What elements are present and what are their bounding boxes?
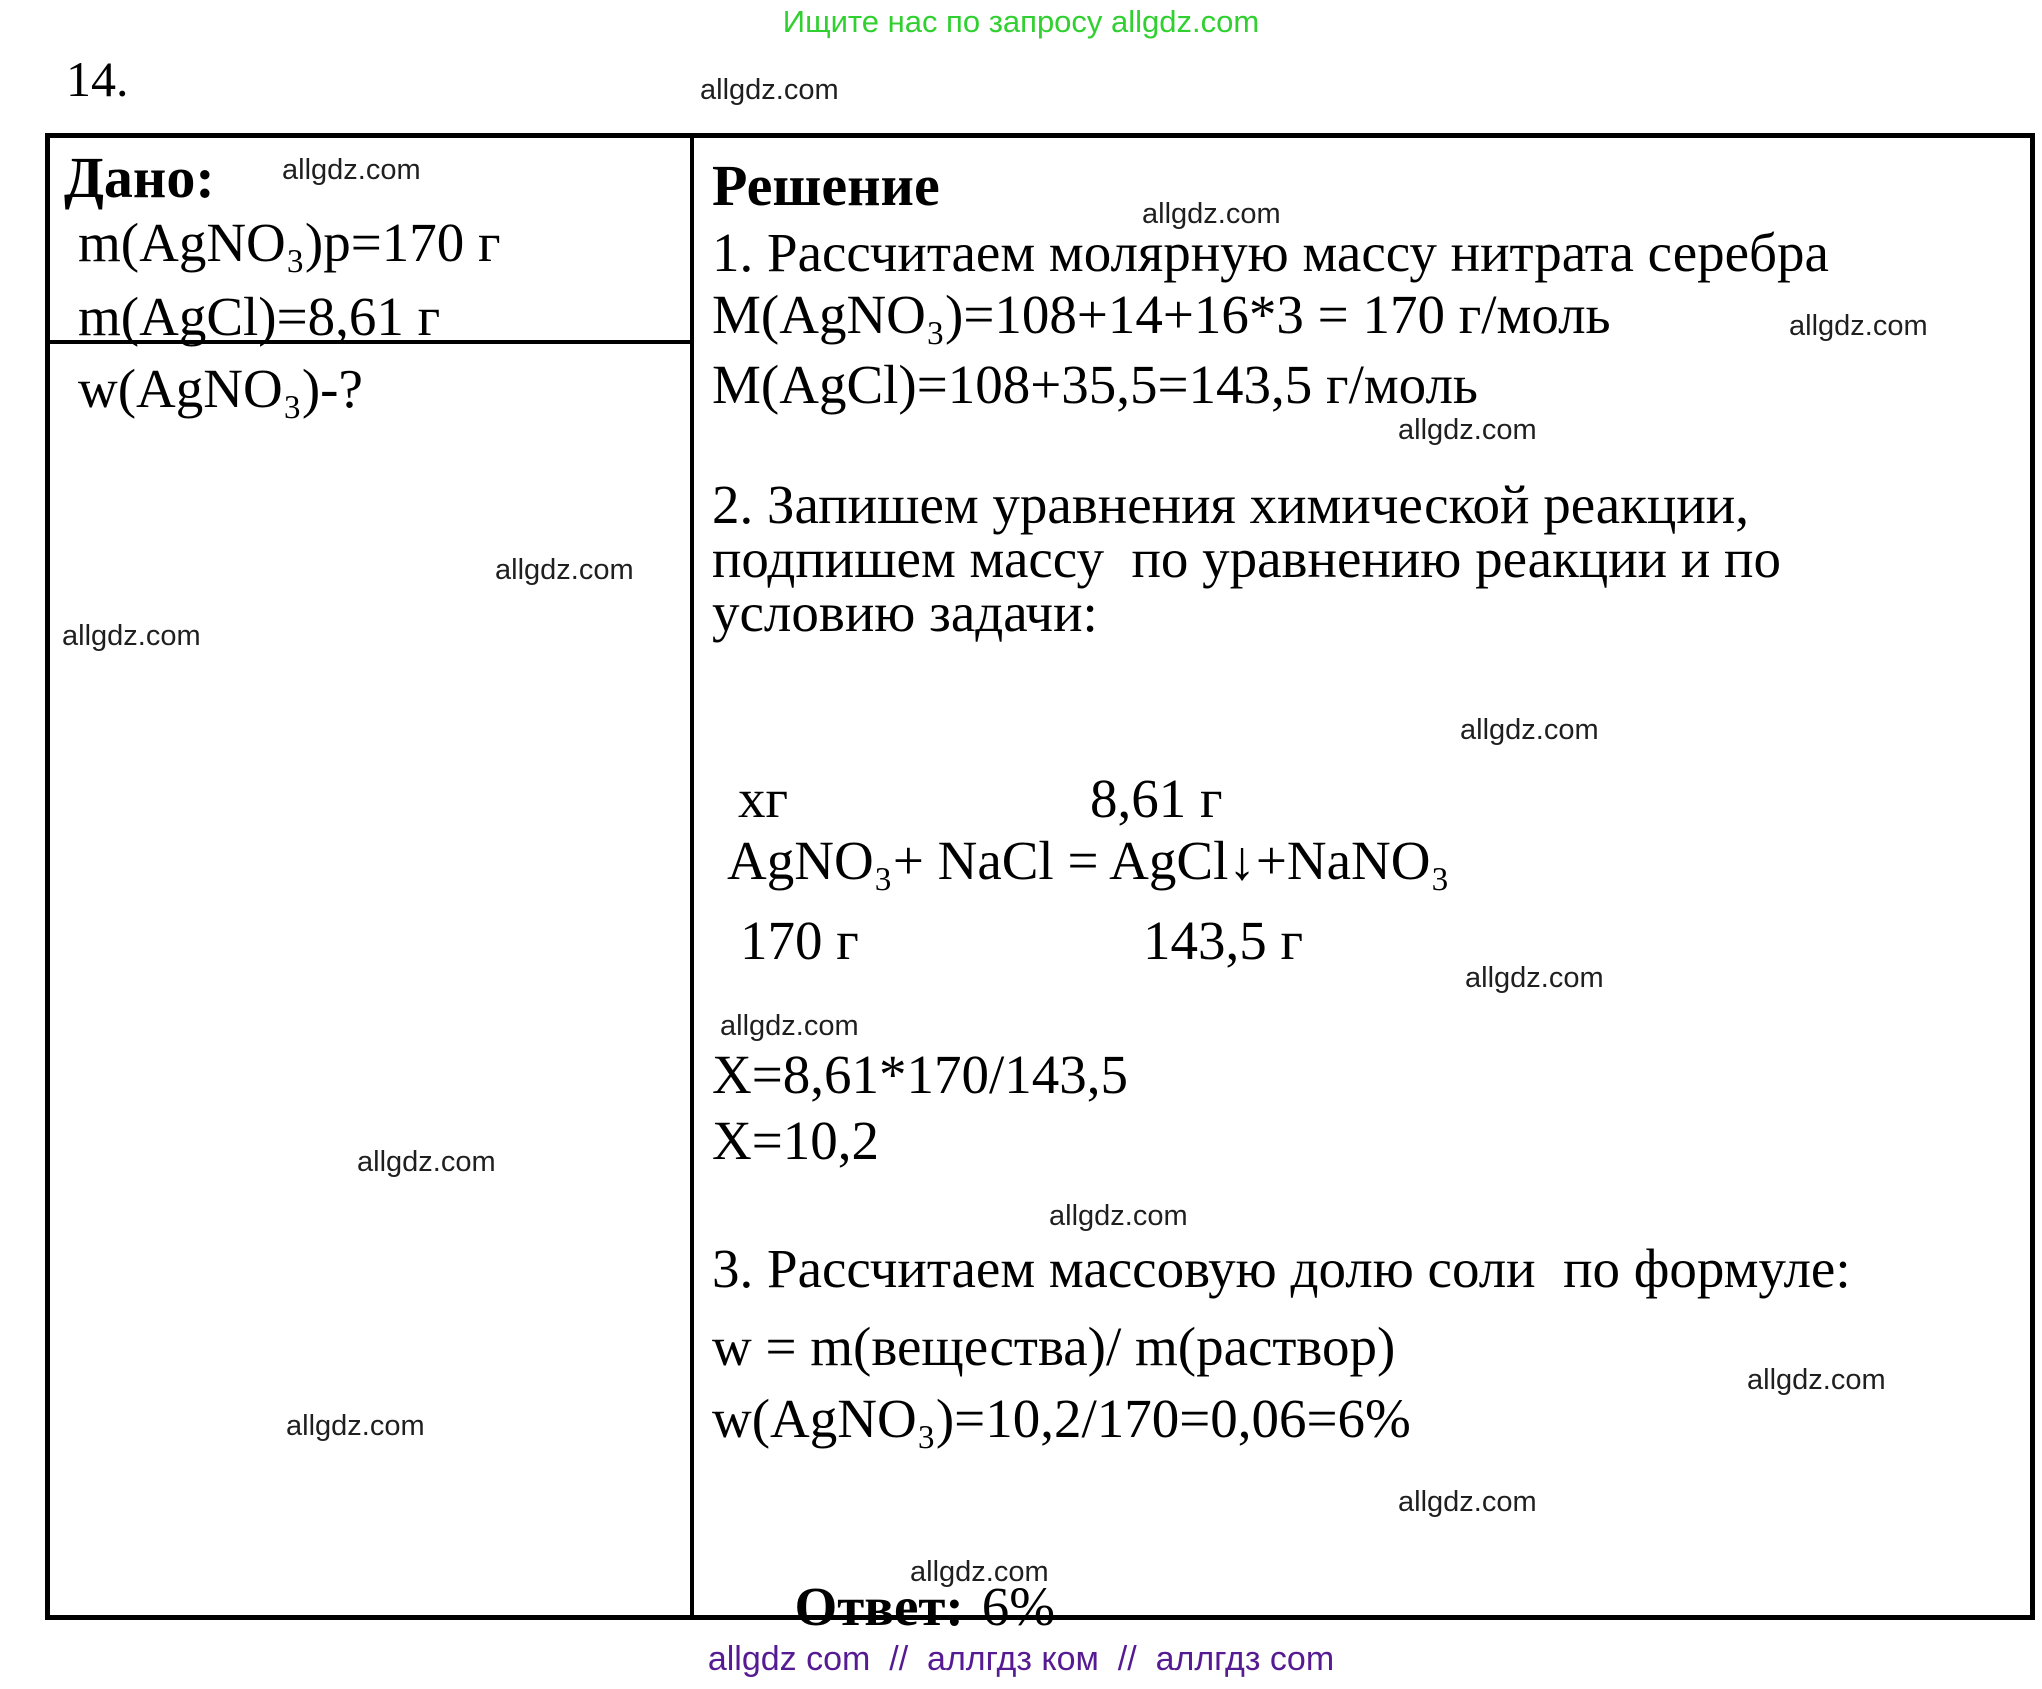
step2-heading-line3: условию задачи: [712, 582, 1098, 643]
proportion-calc: X=8,61*170/143,5 [712, 1044, 1129, 1105]
promo-banner: Ищите нас по запросу allgdz.com [782, 4, 1260, 39]
solution-table [45, 133, 2035, 1637]
watermark: allgdz.com [1398, 414, 1537, 446]
step2-heading-line2: подпишем массу по уравнению реакции и по [712, 528, 1781, 589]
given-mass-precipitate: m(AgCl)=8,61 г [78, 286, 441, 347]
watermark: allgdz.com [1460, 714, 1599, 746]
step2-heading-line1: 2. Запишем уравнения химической реакции, [712, 474, 1749, 535]
equation-mass-above-reagent: хг [738, 768, 789, 829]
equation-mass-below-product: 143,5 г [1143, 910, 1304, 971]
watermark: allgdz.com [62, 620, 201, 652]
molar-mass-agno3: M(AgNO₃)=108+14+16*3 = 170 г/моль [712, 284, 1611, 345]
watermark: allgdz.com [1049, 1200, 1188, 1232]
watermark: allgdz.com [1398, 1486, 1537, 1518]
equation-mass-below-reagent: 170 г [740, 910, 859, 971]
given-find: w(AgNO₃)-? [78, 358, 363, 419]
watermark: allgdz.com [1789, 310, 1928, 342]
column-divider [690, 138, 694, 1615]
answer-label: Ответ: [794, 1575, 964, 1637]
watermark: allgdz.com [495, 554, 634, 586]
watermark: allgdz.com [1465, 962, 1604, 994]
given-mass-solution: m(AgNO₃)р=170 г [78, 212, 501, 273]
watermark: allgdz.com [282, 154, 421, 186]
footer-links: allgdz com // аллгдз ком // аллгдз com [707, 1640, 1335, 1678]
watermark: allgdz.com [720, 1010, 859, 1042]
watermark: allgdz.com [1142, 198, 1281, 230]
molar-mass-agcl: M(AgCl)=108+35,5=143,5 г/моль [712, 354, 1478, 415]
step1-heading: 1. Рассчитаем молярную массу нитрата серебра [712, 222, 1829, 283]
watermark: allgdz.com [357, 1146, 496, 1178]
proportion-result: X=10,2 [712, 1110, 879, 1171]
reaction-equation: AgNO₃+ NaCl = AgCl↓+NaNO₃ [727, 830, 1450, 891]
mass-fraction-calc: w(AgNO₃)=10,2/170=0,06=6% [712, 1388, 1411, 1449]
watermark: allgdz.com [910, 1556, 1049, 1588]
problem-number: 14. [66, 51, 129, 107]
watermark: allgdz.com [286, 1410, 425, 1442]
step3-heading: 3. Рассчитаем массовую долю соли по формуле: [712, 1238, 1851, 1299]
mass-fraction-formula: w = m(вещества)/ m(раствор) [712, 1316, 1396, 1377]
given-title: Дано: [64, 145, 215, 210]
watermark: allgdz.com [700, 74, 839, 106]
watermark: allgdz.com [1747, 1364, 1886, 1396]
answer-value: 6% [981, 1575, 1056, 1637]
equation-mass-above-product: 8,61 г [1090, 768, 1223, 829]
solution-title: Решение [712, 153, 940, 218]
